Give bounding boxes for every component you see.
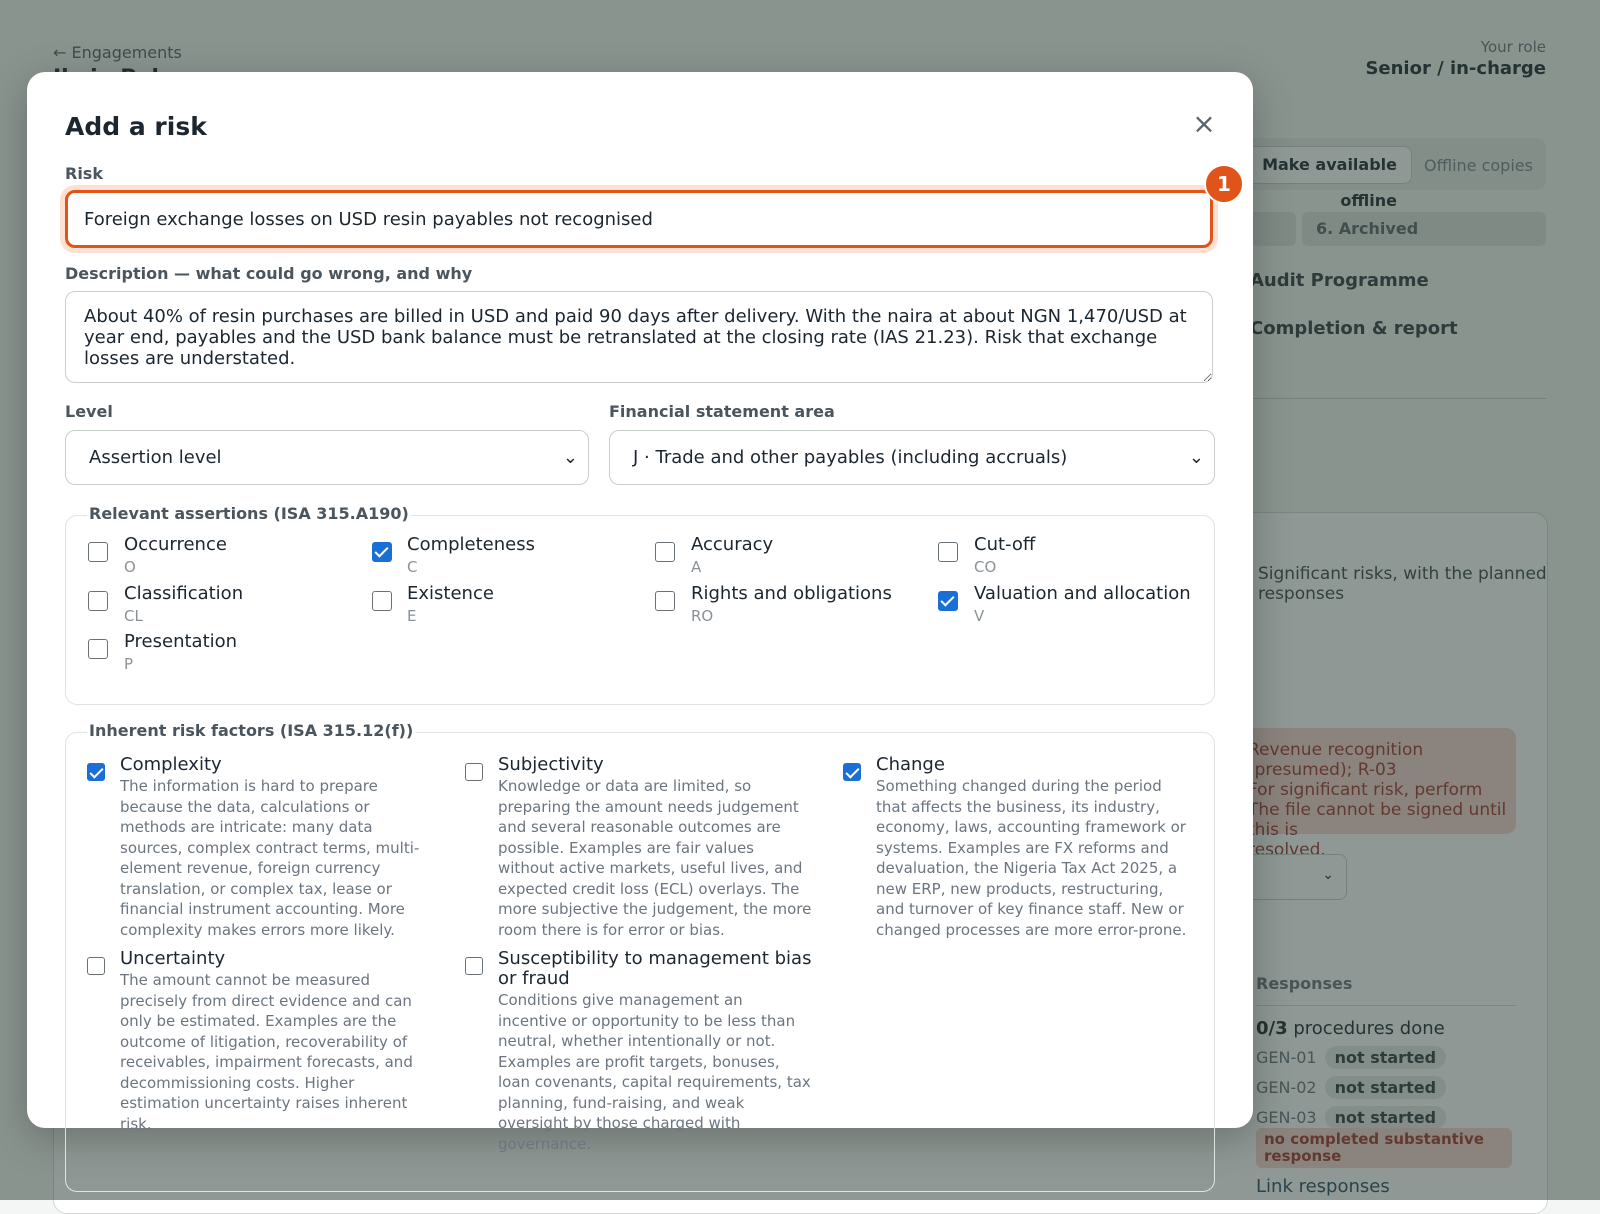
step-badge: 1 [1204,164,1244,204]
assertion-completeness-checkbox[interactable] [372,542,392,562]
assertion-name: Presentation [124,631,238,652]
level-selected-value: Assertion level [89,447,222,468]
factor-desc-line: only be estimated. Examples are the [120,1012,397,1030]
chevron-down-icon: ⌄ [1188,447,1204,468]
factor-desc-line: room there is for error or bias. [498,920,725,939]
factor-description [876,776,1186,940]
assertion-name: Valuation and allocation [974,583,1191,604]
assertion-name: Existence [407,583,494,604]
assertion-code: RO [691,607,714,625]
assertion-code: A [691,558,702,576]
factor-desc-line: loan covenants, capital requirements, tax [498,1073,811,1091]
factor-subjectivity-checkbox[interactable] [465,763,483,781]
factor-change-checkbox[interactable] [843,763,861,781]
level-select[interactable] [65,430,589,485]
factor-desc-line: economy, laws, accounting framework or [876,818,1186,836]
factor-desc-line: planning, fund-raising, and weak [498,1093,745,1112]
assertion-code: O [124,558,136,576]
factor-desc-line: that affects the business, its industry, [876,797,1160,816]
factor-name: Subjectivity [498,754,604,775]
assertion-name: Accuracy [691,534,774,555]
factor-name: Complexity [120,754,222,775]
assertion-code: V [974,607,985,625]
factor-description [498,990,811,1154]
assertion-occurrence-checkbox[interactable] [88,542,108,562]
factor-desc-line: without active markets, useful lives, and [498,859,803,877]
assertion-code: CO [974,558,997,576]
factor-desc-line: changed processes are more error-prone. [876,920,1187,939]
factor-desc-line: The information is hard to prepare [120,777,378,795]
factor-desc-line: Conditions give management an [498,991,743,1009]
factor-desc-line: methods are intricate: many data [120,818,373,836]
level-label: Level [65,402,113,421]
factor-desc-line: oversight by those charged with [498,1114,741,1132]
risk-input[interactable] [65,190,1213,248]
assertion-classification-checkbox[interactable] [88,591,108,611]
factor-desc-line: more subjective the judgement, the more [498,900,812,918]
factor-desc-line: because the data, calculations or [120,797,370,816]
factor-desc-line: precisely from direct evidence and can [120,991,412,1010]
factor-desc-line: incentive or opportunity to be less than [498,1011,796,1030]
fs-area-select[interactable] [609,430,1215,485]
assertion-valuation-checkbox[interactable] [938,591,958,611]
assertion-cutoff-checkbox[interactable] [938,542,958,562]
factor-name: Susceptibility to management bias or fraud [498,948,812,989]
chevron-down-icon: ⌄ [562,447,578,468]
assertion-code: C [407,558,418,576]
factor-desc-line: receivables, impairment forecasts, and [120,1053,413,1071]
factor-desc-line: translation, or complex tax, lease or [120,879,392,898]
assertion-code: CL [124,607,143,625]
description-textarea[interactable] [65,291,1213,383]
fs-area-selected-value: J · Trade and other payables (including accruals) [633,447,1068,468]
factor-desc-line: devaluation, the Nigeria Tax Act 2025, a [876,859,1178,877]
assertions-fieldset [65,515,1215,705]
factor-desc-line: Examples are profit targets, bonuses, [498,1052,780,1071]
factor-description [498,776,811,940]
factor-desc-line: neutral, whether intentionally or not. [498,1032,776,1050]
add-risk-dialog [27,72,1253,1153]
factor-name: Change [876,754,945,775]
factor-desc-line: sources, complex contract terms, multi- [120,838,420,857]
factor-description [120,776,419,940]
factor-desc-line: element revenue, foreign currency [120,859,381,877]
close-icon[interactable]: × [1192,107,1216,140]
risk-factors-legend: Inherent risk factors (ISA 315.12(f)) [89,721,414,740]
factor-desc-line: preparing the amount needs judgement [498,797,799,816]
description-label: Description — what could go wrong, and why [65,264,473,283]
assertion-name: Rights and obligations [691,583,892,604]
factor-desc-line: risk. [120,1114,152,1133]
risk-label: Risk [65,164,103,183]
factor-desc-line: outcome of litigation, recoverability of [120,1032,408,1051]
fs-area-label: Financial statement area [609,402,835,421]
factor-desc-line: new ERP, new products, restructuring, [876,879,1164,898]
factor-description [120,970,413,1134]
assertion-code: E [407,607,417,625]
dialog-title: Add a risk [65,112,207,141]
factor-desc-line: financial instrument accounting. More [120,900,405,918]
assertion-existence-checkbox[interactable] [372,591,392,611]
factor-desc-line: The amount cannot be measured [120,971,371,989]
assertion-name: Completeness [407,534,535,555]
factor-desc-line: Knowledge or data are limited, so [498,777,752,795]
factor-name: Uncertainty [120,948,226,969]
assertion-presentation-checkbox[interactable] [88,639,108,659]
factor-desc-line: and turnover of key finance staff. New or [876,900,1184,918]
factor-desc-line: and several reasonable outcomes are [498,818,781,836]
factor-desc-line: expected credit loss (ECL) overlays. The [498,879,800,898]
factor-desc-line: Something changed during the period [876,777,1162,795]
factor-desc-line: possible. Examples are fair values [498,838,754,857]
assertion-code: P [124,655,134,673]
factor-susceptibility-checkbox[interactable] [465,957,483,975]
assertion-name: Cut-off [974,534,1036,555]
assertion-name: Classification [124,583,244,604]
assertion-name: Occurrence [124,534,227,555]
factor-desc-line: complexity makes errors more likely. [120,920,395,939]
factor-desc-line: governance. [498,1134,592,1153]
assertion-rights-checkbox[interactable] [655,591,675,611]
factor-complexity-checkbox[interactable] [87,763,105,781]
factor-desc-line: systems. Examples are FX reforms and [876,838,1169,857]
factor-desc-line: estimation uncertainty raises inherent [120,1094,408,1112]
factor-desc-line: decommissioning costs. Higher [120,1073,355,1092]
factor-uncertainty-checkbox[interactable] [87,957,105,975]
assertion-accuracy-checkbox[interactable] [655,542,675,562]
assertions-legend: Relevant assertions (ISA 315.A190) [89,504,409,523]
